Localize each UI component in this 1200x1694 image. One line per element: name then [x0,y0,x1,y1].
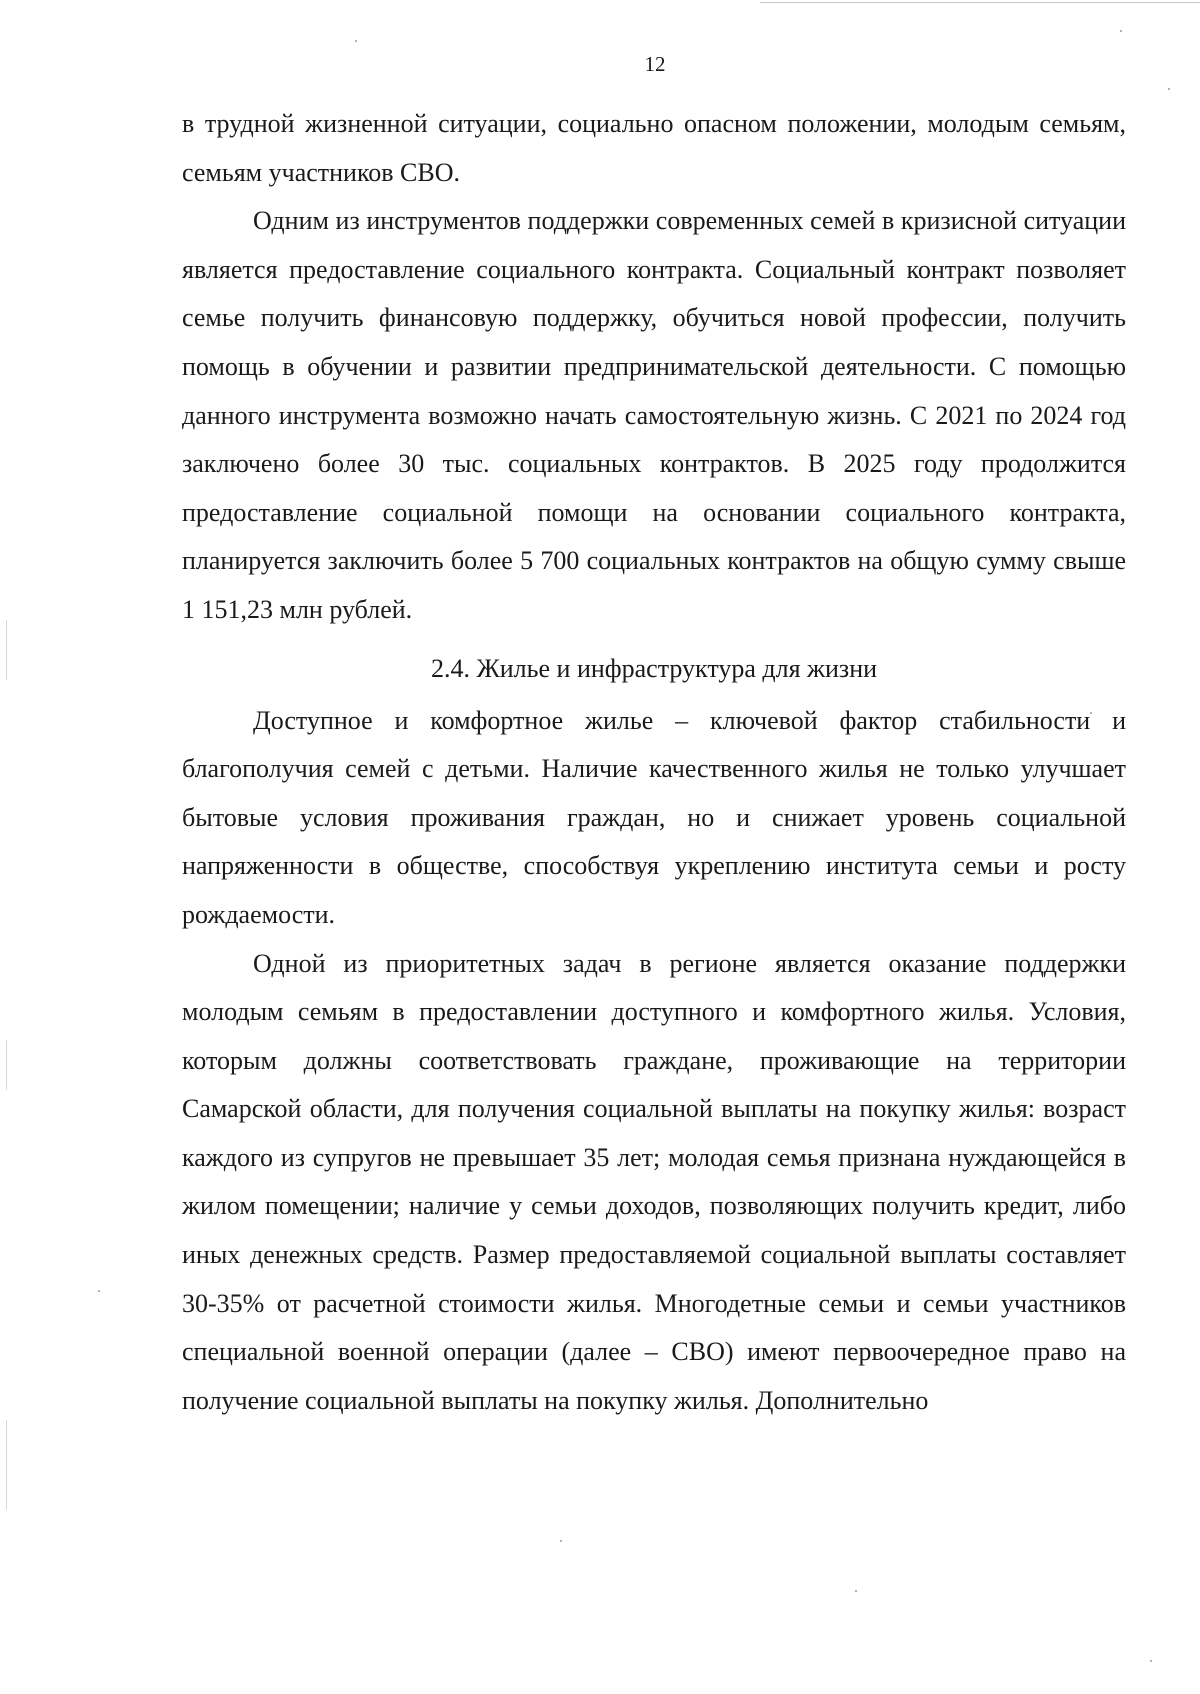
scan-artifact-edge [6,1420,7,1510]
document-body [182,100,1126,1425]
scan-speck [1150,1660,1152,1662]
scan-speck [1120,30,1122,32]
scan-artifact-line [760,2,1200,3]
scan-speck [1168,88,1170,90]
paragraph-young-families: Одной из приоритетных задач в регионе является оказание поддержки молодым семьям в предоставлении доступного и комфортного жилья. Условия, которым должны соответствовать граждане, проживающие на территории Самарской области, для получения социальной выплаты на покупку жилья: возраст каждого из супругов не превышает 35 лет; молодая семья признана нуждающейся в жилом помещении; наличие у семьи доходов, позволяющих получить кредит, либо иных денежных средств. Размер предоставляемой социальной выплаты составляет 30-35% от расчетной стоимости жилья. Многодетные семьи и семьи участников специальной военной операции (далее – СВО) имеют первоочередное право на получение социальной выплаты на покупку жилья. Дополнительно [182,948,1126,1415]
paragraph-continuation: в трудной жизненной ситуации, социально опасном положении, молодым семьям, семьям участников СВО. [182,109,1126,187]
scan-artifact-edge [6,1040,7,1090]
paragraph-social-contract: Одним из инструментов поддержки современных семей в кризисной ситуации является предоставление социального контракта. Социальный контракт позволяет семье получить финансовую поддержку, обучиться новой профессии, получить помощь в обучении и развитии предпринимательской деятельности. С помощью данного инструмента возможно начать самостоятельную жизнь. С 2021 по 2024 год заключено более 30 тыс. социальных контрактов. В 2025 году продолжится предоставление социальной помощи на основании социального контракта, планируется заключить более 5 700 социальных контрактов на общую сумму свыше 1 151,23 млн рублей. [182,206,1126,624]
scan-speck [855,1590,857,1592]
page-number: 12 [644,52,666,76]
scan-speck [98,1290,100,1292]
paragraph-housing-intro: Доступное и комфортное жилье – ключевой фактор стабильности и благополучия семей с детьми. Наличие качественного жилья не только улучшает бытовые условия проживания граждан, но и снижает уровень социальной напряженности в обществе, способствуя укреплению института семьи и росту рождаемости. [182,705,1126,929]
scan-artifact-edge [6,620,7,680]
scan-speck [560,1540,562,1542]
scan-speck [355,40,357,42]
section-heading: 2.4. Жилье и инфраструктура для жизни [430,653,878,683]
